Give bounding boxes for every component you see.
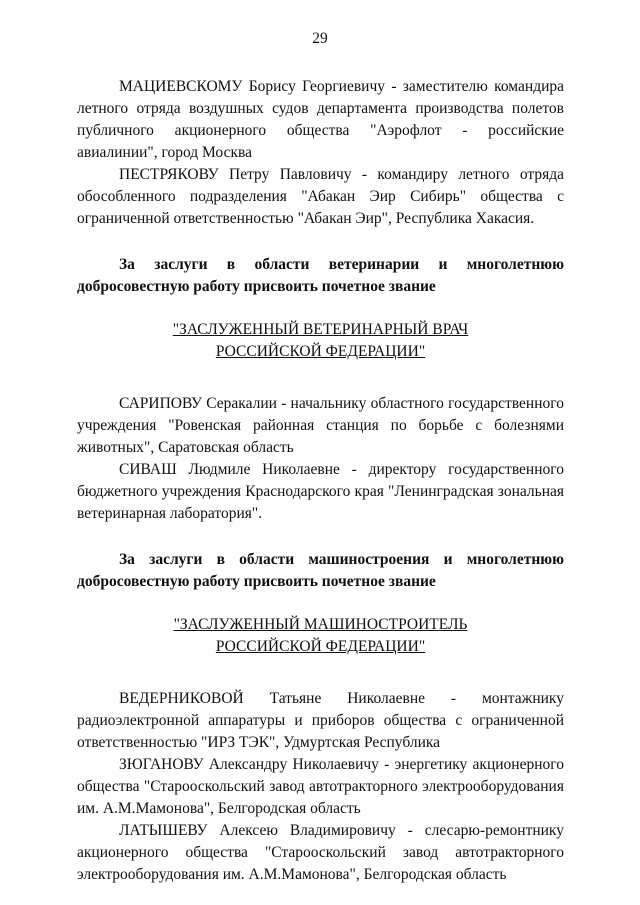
document-body bbox=[77, 76, 564, 886]
award-entry-sivash: СИВАШ Людмиле Николаевне - директору государственного бюджетного учреждения Краснодарского края "Ленинградская зональная ветеринарная лаборатория". bbox=[77, 461, 564, 522]
title-machine-builder-line2: РОССИЙСКОЙ ФЕДЕРАЦИИ" bbox=[215, 638, 426, 655]
title-veterinary-line2: РОССИЙСКОЙ ФЕДЕРАЦИИ" bbox=[215, 343, 426, 360]
award-entry-pestryakov: ПЕСТРЯКОВУ Петру Павловичу - командиру летного отряда обособленного подразделения "Абакан Эир Сибирь" общества с ограниченной ответственностью "Абакан Эир", Республика Хакасия. bbox=[77, 166, 564, 227]
award-entry-saripov: САРИПОВУ Серакалии - начальнику областного государственного учреждения "Ровенская районная станция по борьбе с болезнями животных", Саратовская область bbox=[77, 395, 564, 456]
page-number: 29 bbox=[312, 30, 328, 47]
award-entry-matsievsky: МАЦИЕВСКОМУ Борису Георгиевичу - заместителю командира летного отряда воздушных судов департамента производства полетов публичного акционерного общества "Аэрофлот - российские авиалинии", город Москва bbox=[77, 78, 564, 161]
title-machine-builder-line1: "ЗАСЛУЖЕННЫЙ МАШИНОСТРОИТЕЛЬ bbox=[173, 616, 468, 633]
award-entry-vedernikova: ВЕДЕРНИКОВОЙ Татьяне Николаевне - монтажнику радиоэлектронной аппаратуры и приборов общества с ограниченной ответственностью "ИРЗ ТЭК", Удмуртская Республика bbox=[77, 690, 564, 751]
award-entry-zyuganov: ЗЮГАНОВУ Александру Николаевичу - энергетику акционерного общества "Старооскольский завод автотракторного электрооборудования им. А.М.Мамонова", Белгородская область bbox=[77, 756, 564, 817]
title-veterinary-line1: "ЗАСЛУЖЕННЫЙ ВЕТЕРИНАРНЫЙ ВРАЧ bbox=[172, 321, 469, 338]
decree-machine-building: За заслуги в области машиностроения и многолетнюю добросовестную работу присвоить почетное звание bbox=[77, 551, 564, 590]
decree-veterinary: За заслуги в области ветеринарии и многолетнюю добросовестную работу присвоить почетное звание bbox=[77, 256, 564, 295]
award-entry-latyshev: ЛАТЫШЕВУ Алексею Владимировичу - слесарю-ремонтнику акционерного общества "Старооскольский завод автотракторного электрооборудования им. А.М.Мамонова", Белгородская область bbox=[77, 822, 564, 883]
